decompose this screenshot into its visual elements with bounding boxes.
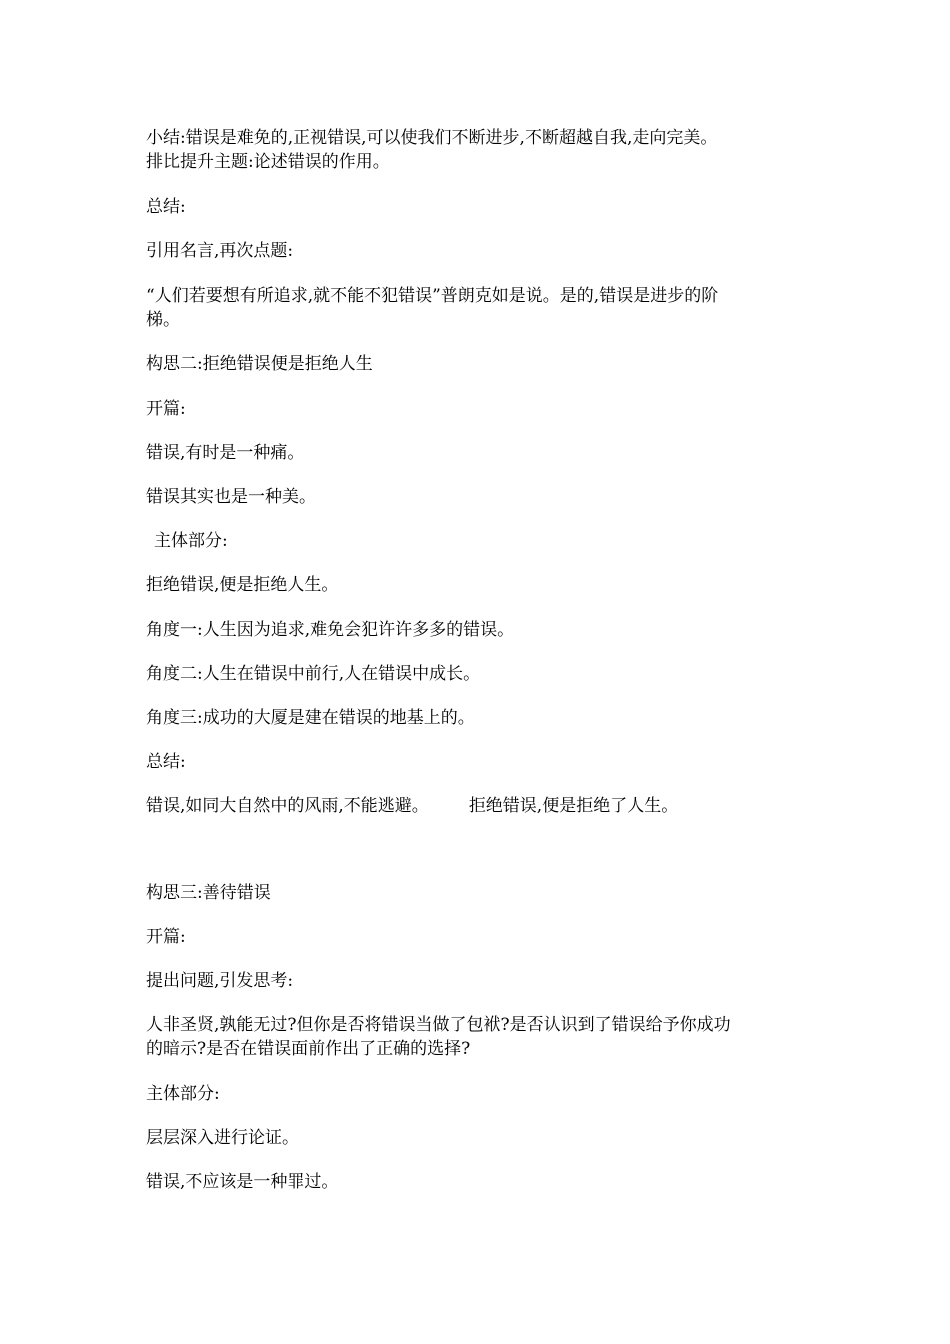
quote-line: “人们若要想有所追求,就不能不犯错误”普朗克如是说。是的,错误是进步的阶 bbox=[146, 286, 719, 306]
body-thesis-line: 拒绝错误,便是拒绝人生。 bbox=[146, 575, 339, 595]
opening-line-1: 错误,有时是一种痛。 bbox=[146, 443, 305, 463]
idea-three-heading: 构思三:善待错误 bbox=[146, 883, 271, 903]
quote-line-continued: 梯。 bbox=[146, 310, 180, 330]
error-not-sin-line: 错误,不应该是一种罪过。 bbox=[146, 1172, 339, 1192]
angle-one-line: 角度一:人生因为追求,难免会犯许许多多的错误。 bbox=[146, 620, 515, 640]
body-heading-2: 主体部分: bbox=[146, 1084, 220, 1104]
conclusion-heading-2: 总结: bbox=[146, 752, 186, 772]
idea-two-heading: 构思二:拒绝错误便是拒绝人生 bbox=[146, 354, 373, 374]
question-line: 人非圣贤,孰能无过?但你是否将错误当做了包袱?是否认识到了错误给予你成功 bbox=[146, 1015, 731, 1035]
question-intro-line: 提出问题,引发思考: bbox=[146, 971, 294, 991]
summary-line: 小结:错误是难免的,正视错误,可以使我们不断进步,不断超越自我,走向完美。 bbox=[146, 128, 718, 148]
conclusion-line bbox=[146, 795, 816, 817]
body-heading: 主体部分: bbox=[154, 531, 228, 551]
quote-intro-line: 引用名言,再次点题: bbox=[146, 241, 294, 261]
angle-three-line: 角度三:成功的大厦是建在错误的地基上的。 bbox=[146, 708, 475, 728]
question-line-continued: 的暗示?是否在错误面前作出了正确的选择? bbox=[146, 1039, 471, 1059]
opening-line-2: 错误其实也是一种美。 bbox=[146, 487, 316, 507]
conclusion-heading: 总结: bbox=[146, 197, 186, 217]
argument-line: 层层深入进行论证。 bbox=[146, 1128, 299, 1148]
conclusion-part-1: 错误,如同大自然中的风雨,不能逃避。 bbox=[146, 796, 429, 816]
opening-heading: 开篇: bbox=[146, 399, 186, 419]
angle-two-line: 角度二:人生在错误中前行,人在错误中成长。 bbox=[146, 664, 481, 684]
opening-heading-2: 开篇: bbox=[146, 927, 186, 947]
conclusion-part-2: 拒绝错误,便是拒绝了人生。 bbox=[468, 796, 679, 816]
parallelism-line: 排比提升主题:论述错误的作用。 bbox=[146, 152, 390, 172]
